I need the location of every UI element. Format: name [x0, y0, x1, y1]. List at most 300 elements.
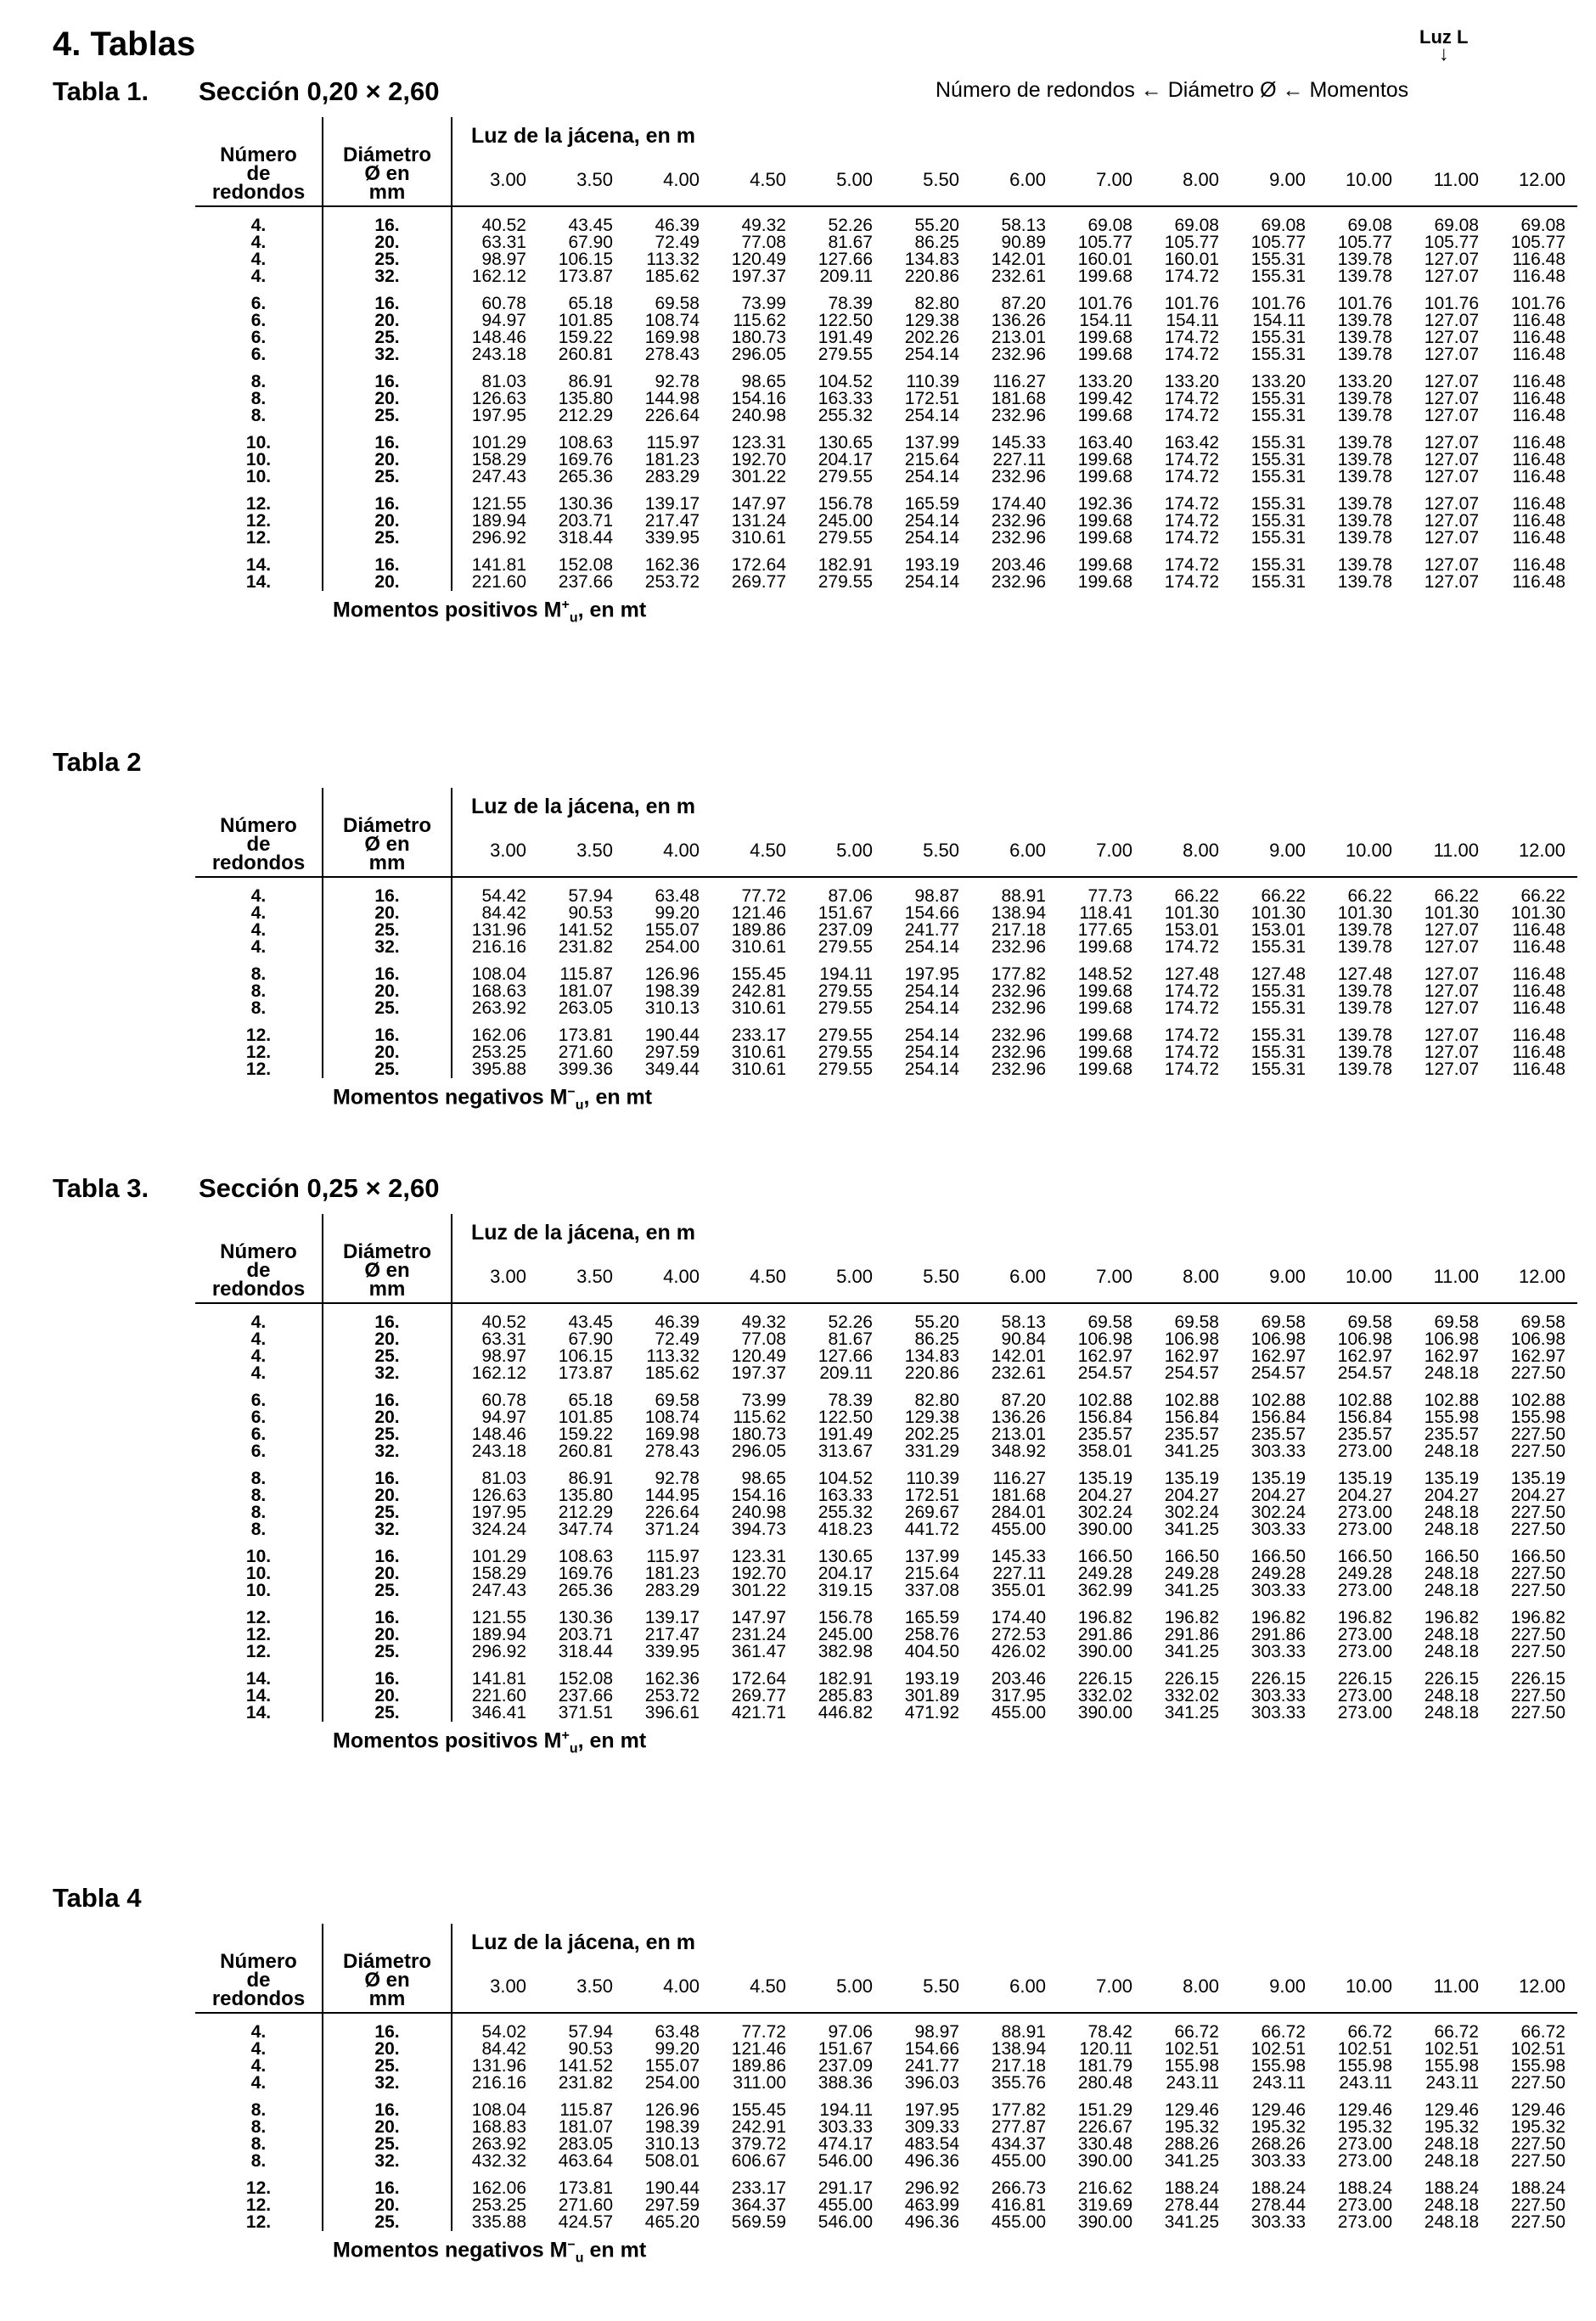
cell-moment: 296.92 [471, 1642, 526, 1661]
cell-diameter: 16. [323, 1027, 452, 1044]
table-row [195, 1627, 1577, 1644]
cell-moment: 361.47 [731, 1642, 786, 1661]
cell-moment: 94.97 [481, 1408, 526, 1427]
cell-moment: 181.07 [558, 981, 613, 1001]
table-section: Sección 0,25 × 2,60 [199, 1173, 440, 1203]
cell-moment: 102.51 [1164, 2039, 1219, 2059]
header-span-caption: Luz de la jácena, en m [471, 1221, 695, 1245]
cell-diameter: 16. [323, 557, 452, 574]
cell-moment: 101.85 [558, 1408, 613, 1427]
cell-moment: 69.58 [655, 1391, 700, 1410]
cell-moment: 199.68 [1077, 572, 1132, 592]
cell-moment: 52.26 [828, 216, 873, 235]
cell-moment: 137.99 [904, 1547, 959, 1566]
table-caption [333, 2238, 1547, 2266]
cell-moment: 152.08 [558, 555, 613, 575]
cell-num-bars: 12. [195, 1044, 323, 1061]
cell-moment: 138.94 [991, 903, 1046, 923]
cell-moment: 606.67 [731, 2151, 786, 2171]
header-span: 4.50 [711, 1251, 798, 1303]
cell-diameter: 16. [323, 1314, 452, 1331]
cell-moment: 483.54 [904, 2134, 959, 2154]
cell-moment: 199.68 [1077, 511, 1132, 531]
cell-moment: 227.50 [1510, 2151, 1565, 2171]
cell-moment: 221.60 [471, 1686, 526, 1706]
cell-moment: 248.18 [1424, 2195, 1479, 2215]
cell-moment: 331.29 [904, 1441, 959, 1461]
cell-moment: 66.22 [1347, 886, 1392, 906]
cell-moment: 249.28 [1337, 1564, 1392, 1583]
header-span: 5.00 [798, 1251, 885, 1303]
cell-moment: 199.68 [1077, 328, 1132, 347]
cell-moment: 135.19 [1077, 1469, 1132, 1488]
cell-moment: 174.72 [1164, 450, 1219, 469]
header-diameter [323, 117, 452, 206]
cell-moment: 226.64 [644, 1503, 700, 1522]
cell-moment: 355.01 [991, 1581, 1046, 1600]
cell-num-bars: 4. [195, 234, 323, 251]
cell-moment: 127.07 [1424, 1042, 1479, 1062]
cell-moment: 232.96 [991, 1042, 1046, 1062]
cell-moment: 349.44 [644, 1059, 700, 1079]
cell-moment: 115.62 [733, 1408, 786, 1427]
cell-moment: 254.14 [904, 511, 959, 531]
cell-moment: 106.98 [1424, 1329, 1479, 1349]
cell-moment: 105.77 [1077, 233, 1132, 252]
cell-moment: 129.38 [904, 311, 959, 330]
cell-moment: 155.98 [1164, 2056, 1219, 2076]
cell-moment: 260.81 [558, 345, 613, 364]
cell-moment: 121.55 [471, 1608, 526, 1627]
table-row [195, 2075, 1577, 2092]
cell-moment: 190.44 [644, 2178, 700, 2198]
cell-moment: 273.00 [1337, 2195, 1392, 2215]
cell-moment: 43.45 [568, 1312, 613, 1332]
cell-moment: 139.78 [1337, 450, 1392, 469]
cell-moment: 144.98 [644, 389, 700, 408]
cell-moment: 106.98 [1250, 1329, 1306, 1349]
cell-moment: 101.30 [1337, 903, 1392, 923]
cell-moment: 116.48 [1512, 328, 1565, 347]
cell-moment: 116.48 [1512, 467, 1565, 486]
cell-moment: 127.48 [1164, 964, 1219, 984]
cell-moment: 102.88 [1164, 1391, 1219, 1410]
cell-moment: 102.88 [1510, 1391, 1565, 1410]
cell-moment: 249.28 [1250, 1564, 1306, 1583]
header-span: 5.50 [885, 825, 971, 877]
cell-moment: 84.42 [481, 903, 526, 923]
cell-moment: 55.20 [914, 1312, 959, 1332]
cell-moment: 348.92 [991, 1441, 1046, 1461]
cell-moment: 248.18 [1424, 1642, 1479, 1661]
cell-moment: 174.72 [1164, 328, 1219, 347]
table-caption [333, 1728, 1547, 1756]
cell-moment: 237.66 [558, 1686, 613, 1706]
table-row [195, 329, 1577, 346]
header-span: 12.00 [1491, 825, 1577, 877]
cell-moment: 189.86 [731, 920, 786, 940]
table-block [53, 1173, 1565, 1756]
table-heading [53, 747, 1547, 788]
cell-moment: 173.87 [558, 267, 613, 286]
cell-moment: 101.76 [1077, 294, 1132, 313]
cell-moment: 248.18 [1424, 1363, 1479, 1383]
cell-num-bars: 10. [195, 1582, 323, 1599]
table-row [195, 1705, 1577, 1722]
cell-moment: 139.78 [1337, 389, 1392, 408]
header-span-caption: Luz de la jácena, en m [471, 124, 695, 148]
cell-num-bars: 6. [195, 312, 323, 329]
header-span: 11.00 [1404, 1961, 1491, 2013]
header-num-bars [195, 1924, 323, 2013]
cell-moment: 158.29 [471, 450, 526, 469]
cell-moment: 66.72 [1434, 2022, 1479, 2042]
cell-moment: 127.07 [1424, 964, 1479, 984]
moments-table [195, 788, 1577, 1078]
cell-moment: 155.31 [1250, 528, 1306, 548]
cell-moment: 212.29 [558, 1503, 613, 1522]
cell-moment: 127.07 [1424, 1026, 1479, 1045]
cell-moment: 88.91 [1001, 2022, 1046, 2042]
header-diameter-text: Ø en [364, 162, 410, 185]
cell-moment: 174.72 [1164, 1026, 1219, 1045]
cell-moment: 269.77 [731, 572, 786, 592]
cell-moment: 199.68 [1077, 467, 1132, 486]
caption-tail: , en mt [583, 1085, 653, 1110]
cell-moment: 166.50 [1164, 1547, 1219, 1566]
cell-diameter: 20. [323, 1331, 452, 1348]
cell-moment: 66.72 [1174, 2022, 1219, 2042]
cell-moment: 263.05 [558, 998, 613, 1018]
cell-moment: 196.82 [1424, 1608, 1479, 1627]
cell-moment: 418.23 [818, 1520, 873, 1539]
cell-moment: 73.99 [741, 1391, 786, 1410]
cell-num-bars: 12. [195, 496, 323, 513]
cell-moment: 65.18 [568, 294, 613, 313]
cell-moment: 197.95 [904, 964, 959, 984]
header-span: 12.00 [1491, 1251, 1577, 1303]
cell-moment: 196.82 [1510, 1608, 1565, 1627]
header-span: 8.00 [1144, 1251, 1231, 1303]
header-span: 9.00 [1231, 1251, 1318, 1303]
cell-moment: 141.52 [558, 2056, 613, 2076]
cell-moment: 245.00 [818, 1625, 873, 1644]
cell-moment: 82.80 [914, 1391, 959, 1410]
cell-moment: 155.31 [1250, 267, 1306, 286]
cell-moment: 116.48 [1512, 494, 1565, 514]
table-section: Sección 0,20 × 2,60 [199, 76, 440, 106]
cell-moment: 174.72 [1164, 555, 1219, 575]
cell-moment: 153.01 [1164, 920, 1219, 940]
cell-num-bars: 4. [195, 268, 323, 285]
cell-moment: 310.61 [731, 937, 786, 957]
cell-moment: 163.33 [818, 1486, 873, 1505]
cell-moment: 203.71 [558, 511, 613, 531]
cell-moment: 227.11 [992, 1564, 1046, 1583]
cell-moment: 279.55 [818, 467, 873, 486]
cell-moment: 546.00 [818, 2212, 873, 2232]
cell-moment: 155.45 [731, 964, 786, 984]
cell-moment: 248.18 [1424, 1703, 1479, 1722]
cell-moment: 155.98 [1424, 1408, 1479, 1427]
cell-moment: 254.14 [904, 406, 959, 425]
cell-moment: 279.55 [818, 1042, 873, 1062]
cell-moment: 139.78 [1337, 981, 1392, 1001]
cell-moment: 199.68 [1077, 1042, 1132, 1062]
cell-moment: 318.44 [558, 1642, 613, 1661]
cell-diameter: 32. [323, 2075, 452, 2092]
cell-moment: 54.02 [481, 2022, 526, 2042]
table-row [195, 1331, 1577, 1348]
cell-moment: 122.50 [818, 311, 873, 330]
cell-num-bars: 4. [195, 922, 323, 939]
cell-moment: 324.24 [471, 1520, 526, 1539]
cell-moment: 203.71 [558, 1625, 613, 1644]
cell-moment: 199.68 [1077, 267, 1132, 286]
cell-moment: 253.72 [644, 572, 700, 592]
cell-moment: 102.51 [1337, 2039, 1392, 2059]
cell-moment: 232.96 [991, 572, 1046, 592]
cell-moment: 139.78 [1337, 1059, 1392, 1079]
cell-moment: 335.88 [471, 2212, 526, 2232]
cell-moment: 241.77 [904, 2056, 959, 2076]
cell-moment: 278.44 [1250, 2195, 1306, 2215]
cell-moment: 116.48 [1512, 1042, 1565, 1062]
cell-moment: 98.97 [481, 250, 526, 269]
cell-moment: 192.70 [731, 1564, 786, 1583]
cell-moment: 105.77 [1337, 233, 1392, 252]
cell-moment: 86.91 [568, 1469, 613, 1488]
cell-moment: 142.01 [991, 250, 1046, 269]
cell-moment: 145.33 [991, 1547, 1046, 1566]
cell-moment: 129.46 [1164, 2100, 1219, 2120]
cell-moment: 174.72 [1164, 511, 1219, 531]
cell-moment: 496.36 [904, 2212, 959, 2232]
cell-moment: 248.18 [1424, 2212, 1479, 2232]
cell-moment: 102.88 [1250, 1391, 1306, 1410]
cell-moment: 144.95 [644, 1486, 700, 1505]
cell-moment: 188.24 [1337, 2178, 1392, 2198]
cell-moment: 166.50 [1510, 1547, 1565, 1566]
cell-moment: 162.12 [471, 1363, 526, 1383]
cell-moment: 49.32 [741, 216, 786, 235]
cell-moment: 243.11 [1425, 2073, 1479, 2093]
table-row [195, 1521, 1577, 1538]
cell-moment: 279.55 [818, 937, 873, 957]
cell-moment: 254.57 [1250, 1363, 1306, 1383]
cell-moment: 279.55 [818, 345, 873, 364]
cell-moment: 260.81 [558, 1441, 613, 1461]
cell-moment: 139.78 [1337, 528, 1392, 548]
cell-moment: 198.39 [644, 2117, 700, 2137]
cell-moment: 213.01 [991, 1425, 1046, 1444]
cell-moment: 148.46 [471, 328, 526, 347]
cell-moment: 115.87 [559, 964, 613, 984]
cell-moment: 268.26 [1250, 2134, 1306, 2154]
cell-moment: 166.50 [1424, 1547, 1479, 1566]
cell-moment: 248.18 [1424, 1686, 1479, 1706]
cell-moment: 390.00 [1077, 1703, 1132, 1722]
cell-moment: 127.07 [1424, 1059, 1479, 1079]
table-row [195, 1392, 1577, 1409]
cell-moment: 254.57 [1164, 1363, 1219, 1383]
cell-moment: 235.57 [1337, 1425, 1392, 1444]
cell-moment: 127.07 [1424, 433, 1479, 452]
cell-moment: 177.82 [991, 2100, 1046, 2120]
header-diameter-text: mm [368, 181, 406, 204]
cell-moment: 66.22 [1434, 886, 1479, 906]
header-span: 11.00 [1404, 825, 1491, 877]
cell-moment: 147.97 [731, 494, 786, 514]
cell-moment: 347.74 [558, 1520, 613, 1539]
cell-num-bars: 12. [195, 2214, 323, 2231]
cell-moment: 243.11 [1166, 2073, 1219, 2093]
cell-moment: 92.78 [655, 372, 700, 391]
cell-moment: 273.00 [1337, 1686, 1392, 1706]
table-heading [53, 1883, 1547, 1924]
cell-moment: 77.73 [1087, 886, 1132, 906]
cell-moment: 232.61 [991, 267, 1046, 286]
cell-moment: 212.29 [558, 406, 613, 425]
table-row [195, 2041, 1577, 2058]
cell-moment: 254.14 [904, 981, 959, 1001]
cell-moment: 106.98 [1337, 1329, 1392, 1349]
cell-moment: 163.42 [1164, 433, 1219, 452]
cell-moment: 81.03 [481, 1469, 526, 1488]
cell-moment: 139.17 [644, 1608, 700, 1627]
cell-diameter: 32. [323, 1521, 452, 1538]
cell-diameter: 25. [323, 1582, 452, 1599]
cell-moment: 154.66 [904, 903, 959, 923]
cell-moment: 278.43 [644, 1441, 700, 1461]
cell-moment: 463.64 [558, 2151, 613, 2171]
header-span: 10.00 [1318, 825, 1404, 877]
cell-moment: 154.66 [904, 2039, 959, 2059]
header-span: 10.00 [1318, 1251, 1404, 1303]
cell-moment: 189.94 [471, 1625, 526, 1644]
cell-moment: 303.33 [1250, 1703, 1306, 1722]
table-block [53, 747, 1565, 1113]
cell-moment: 215.64 [904, 1564, 959, 1583]
cell-moment: 162.97 [1164, 1346, 1219, 1366]
cell-moment: 162.97 [1337, 1346, 1392, 1366]
cell-moment: 155.31 [1250, 937, 1306, 957]
cell-moment: 52.26 [828, 1312, 873, 1332]
cell-moment: 204.27 [1250, 1486, 1306, 1505]
cell-moment: 133.20 [1077, 372, 1132, 391]
table-row [195, 905, 1577, 922]
cell-moment: 139.78 [1337, 1042, 1392, 1062]
cell-moment: 177.82 [991, 964, 1046, 984]
table-row [195, 217, 1577, 234]
header-span: 8.00 [1144, 1961, 1231, 2013]
table-row [195, 1426, 1577, 1443]
cell-moment: 69.58 [655, 294, 700, 313]
cell-moment: 330.48 [1077, 2134, 1132, 2154]
cell-diameter: 16. [323, 888, 452, 905]
cell-moment: 303.33 [1250, 2151, 1306, 2171]
cell-moment: 302.24 [1250, 1503, 1306, 1522]
cell-moment: 216.16 [471, 2073, 526, 2093]
cell-moment: 272.53 [991, 1625, 1046, 1644]
cell-moment: 332.02 [1164, 1686, 1219, 1706]
cell-moment: 101.29 [471, 433, 526, 452]
header-num-bars-text: Número [220, 1950, 297, 1973]
cell-moment: 135.19 [1424, 1469, 1479, 1488]
cell-moment: 102.51 [1250, 2039, 1306, 2059]
header-diameter [323, 788, 452, 877]
cell-moment: 133.20 [1250, 372, 1306, 391]
cell-diameter: 20. [323, 1565, 452, 1582]
cell-moment: 133.20 [1337, 372, 1392, 391]
cell-moment: 371.51 [558, 1703, 613, 1722]
table-row [195, 1409, 1577, 1426]
cell-moment: 127.07 [1424, 372, 1479, 391]
cell-moment: 90.53 [568, 903, 613, 923]
section-title: 4. Tablas [53, 25, 196, 63]
cell-moment: 213.01 [991, 328, 1046, 347]
cell-moment: 569.59 [731, 2212, 786, 2232]
cell-moment: 69.58 [1347, 1312, 1392, 1332]
cell-moment: 188.24 [1424, 2178, 1479, 2198]
table-block [53, 76, 1565, 626]
cell-moment: 416.81 [991, 2195, 1046, 2215]
cell-moment: 288.26 [1164, 2134, 1219, 2154]
cell-moment: 197.95 [904, 2100, 959, 2120]
cell-moment: 155.45 [731, 2100, 786, 2120]
cell-moment: 188.24 [1250, 2178, 1306, 2198]
cell-moment: 155.31 [1250, 511, 1306, 531]
cell-moment: 122.50 [818, 1408, 873, 1427]
cell-diameter: 16. [323, 374, 452, 391]
cell-moment: 162.06 [471, 2178, 526, 2198]
cell-moment: 204.17 [818, 1564, 873, 1583]
cell-moment: 441.72 [904, 1520, 959, 1539]
cell-moment: 123.31 [731, 1547, 786, 1566]
cell-moment: 54.42 [481, 886, 526, 906]
cell-moment: 291.86 [1077, 1625, 1132, 1644]
cell-num-bars: 8. [195, 2102, 323, 2119]
cell-num-bars: 4. [195, 2058, 323, 2075]
cell-moment: 199.68 [1077, 1059, 1132, 1079]
down-arrow-icon: ↓ [1438, 42, 1449, 65]
cell-moment: 162.06 [471, 1026, 526, 1045]
cell-moment: 181.68 [991, 389, 1046, 408]
cell-moment: 69.58 [1434, 1312, 1479, 1332]
cell-moment: 227.50 [1510, 1520, 1565, 1539]
cell-moment: 174.72 [1164, 389, 1219, 408]
cell-moment: 77.72 [741, 886, 786, 906]
cell-moment: 90.89 [1001, 233, 1046, 252]
cell-diameter: 20. [323, 312, 452, 329]
table-row [195, 2153, 1577, 2170]
cell-moment: 185.62 [644, 267, 700, 286]
cell-moment: 101.76 [1510, 294, 1565, 313]
cell-moment: 139.78 [1337, 406, 1392, 425]
cell-moment: 301.89 [904, 1686, 959, 1706]
header-span-caption: Luz de la jácena, en m [471, 795, 695, 818]
cell-moment: 355.76 [991, 2073, 1046, 2093]
cell-moment: 241.77 [904, 920, 959, 940]
header-num-bars-text: Número [220, 143, 297, 166]
table-row [195, 295, 1577, 312]
cell-moment: 136.26 [991, 1408, 1046, 1427]
cell-moment: 235.57 [1077, 1425, 1132, 1444]
cell-moment: 49.32 [741, 1312, 786, 1332]
cell-moment: 243.11 [1339, 2073, 1392, 2093]
cell-num-bars: 10. [195, 1548, 323, 1565]
header-diameter-text: mm [368, 851, 406, 874]
